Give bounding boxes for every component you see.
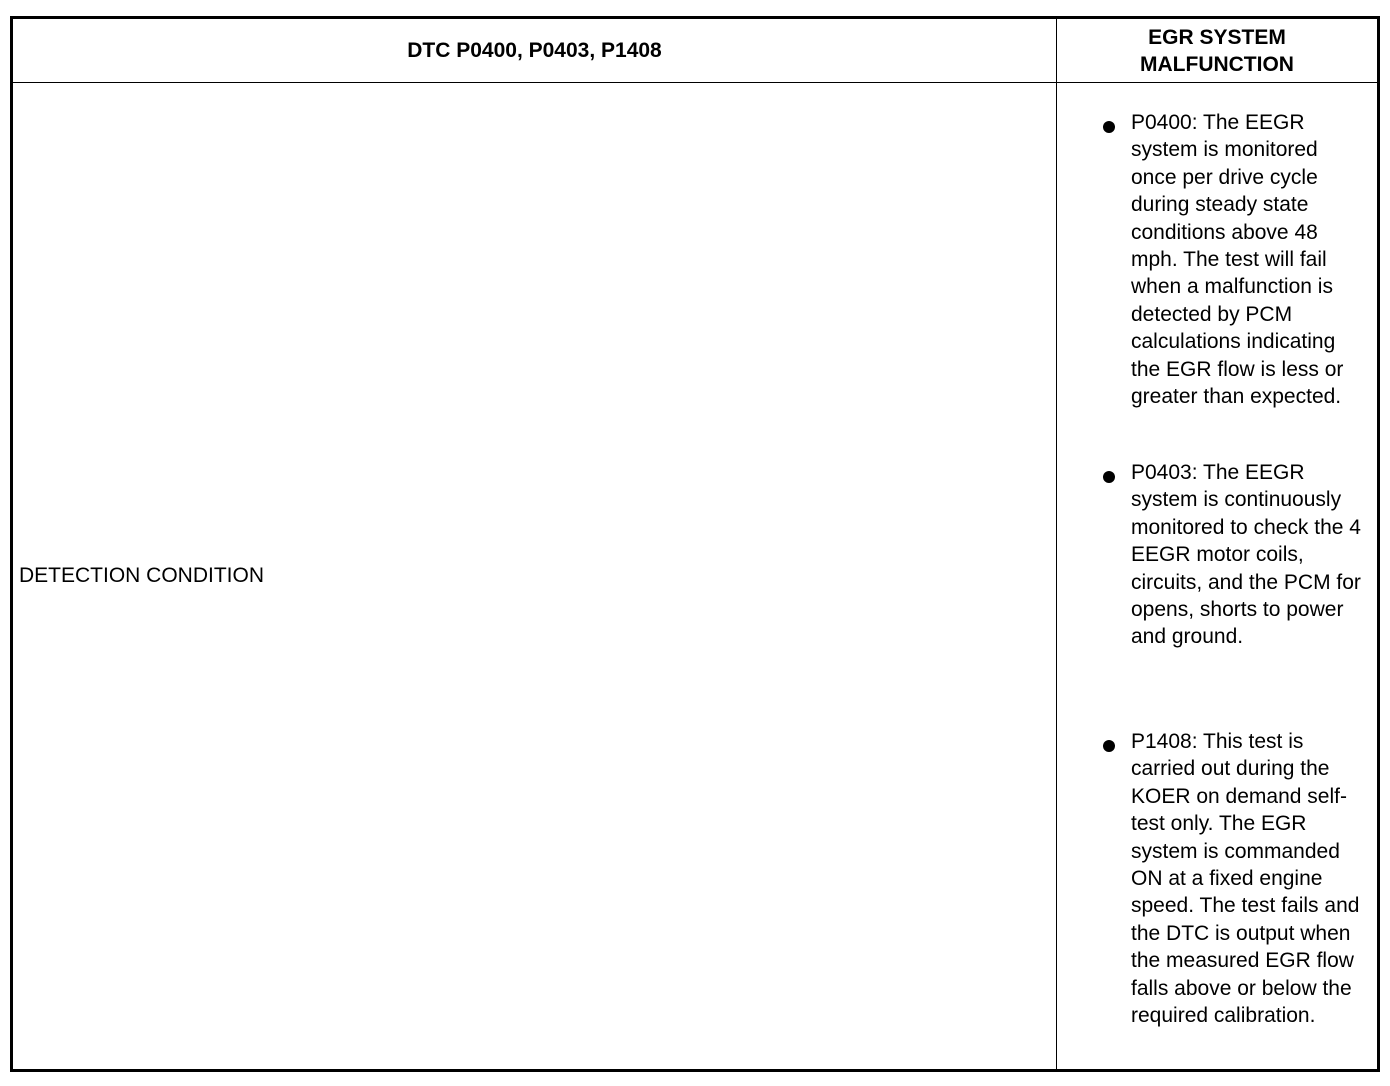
detection-condition-label: DETECTION CONDITION (19, 564, 264, 587)
bullet-icon (1103, 471, 1115, 483)
system-heading-line1: EGR SYSTEM (1148, 25, 1286, 49)
dtc-codes-heading: DTC P0400, P0403, P1408 (407, 38, 662, 62)
system-heading (1057, 19, 1377, 82)
detection-condition-content (1057, 83, 1377, 1069)
bullet-icon (1103, 121, 1115, 133)
list-item-text: P1408: This test is carried out during the KOER on demand self-test only. The EGR system is commanded ON at a fixed engine speed. The test fails and the DTC is output when the measured EGR flow falls above or below the required calibration. (1131, 730, 1360, 1028)
bullet-icon (1103, 740, 1115, 752)
list-item-text: P0403: The EEGR system is continuously monitored to check the 4 EEGR motor coils, circuits, and the PCM for opens, shorts to power and ground. (1131, 461, 1361, 649)
system-heading-line2: MALFUNCTION (1140, 52, 1294, 76)
table-header-row (13, 19, 1377, 83)
list-item-text: P0400: The EEGR system is monitored once per drive cycle during steady state conditions above 48 mph. The test will fail when a malfunction is detected by PCM calculations indicating the EGR flow is less or greater than expected. (1131, 111, 1344, 409)
dtc-table (10, 16, 1380, 1072)
